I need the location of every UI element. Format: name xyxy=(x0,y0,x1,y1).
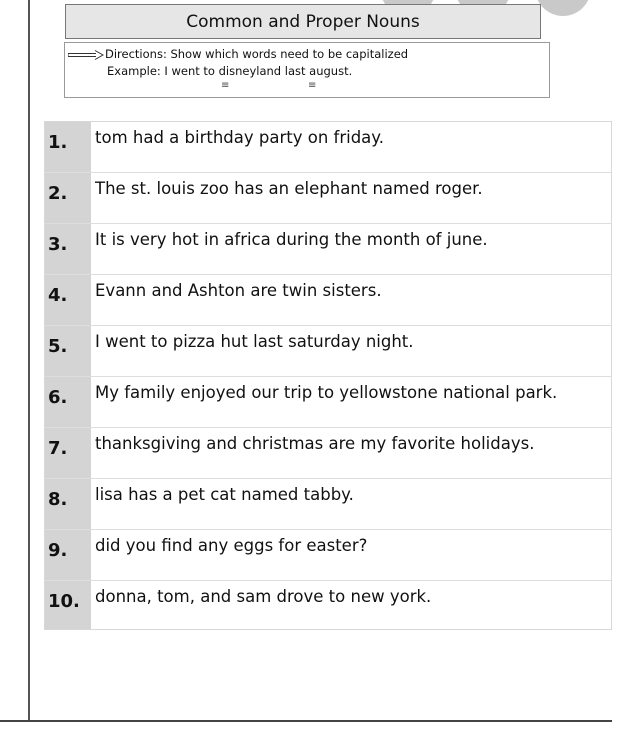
item-number: 10. xyxy=(48,591,80,612)
worksheet-title: Common and Proper Nouns xyxy=(65,4,541,39)
item-number: 9. xyxy=(48,540,68,561)
item-sentence: lisa has a pet cat named tabby. xyxy=(95,485,354,504)
item-number: 7. xyxy=(48,438,68,459)
item-number: 8. xyxy=(48,489,68,510)
sentence-row xyxy=(45,530,611,581)
left-margin-rule xyxy=(28,0,30,722)
sentence-row xyxy=(45,224,611,275)
directions-text: Directions: Show which words need to be capitalized xyxy=(105,47,409,61)
sentence-row xyxy=(45,275,611,326)
sentence-table xyxy=(44,121,612,630)
sentence-row xyxy=(45,326,611,377)
sentence-row xyxy=(45,122,611,173)
example-word-august: august xyxy=(309,64,349,78)
item-sentence: It is very hot in africa during the month of june. xyxy=(95,230,488,249)
sentence-row xyxy=(45,581,611,632)
item-number: 2. xyxy=(48,183,68,204)
item-sentence: The st. louis zoo has an elephant named roger. xyxy=(95,179,483,198)
item-number: 3. xyxy=(48,234,68,255)
corner-circle-decoration xyxy=(535,0,591,16)
arrow-right-icon xyxy=(68,50,104,60)
example-word-disneyland: disneyland xyxy=(218,64,282,78)
item-number: 6. xyxy=(48,387,68,408)
item-sentence: donna, tom, and sam drove to new york. xyxy=(95,587,432,606)
example-text xyxy=(107,64,352,78)
item-number: 5. xyxy=(48,336,68,357)
capital-mark: ≡ xyxy=(308,80,317,91)
item-sentence: did you find any eggs for easter? xyxy=(95,536,368,555)
example-prefix: Example: I went to xyxy=(107,64,219,78)
directions-box xyxy=(64,42,550,98)
sentence-row xyxy=(45,479,611,530)
item-sentence: tom had a birthday party on friday. xyxy=(95,128,384,147)
sentence-row xyxy=(45,173,611,224)
bottom-rule xyxy=(0,720,612,722)
item-sentence: thanksgiving and christmas are my favorite holidays. xyxy=(95,434,535,453)
sentence-row xyxy=(45,428,611,479)
item-sentence: Evann and Ashton are twin sisters. xyxy=(95,281,382,300)
example-middle: last xyxy=(281,64,310,78)
item-sentence: I went to pizza hut last saturday night. xyxy=(95,332,414,351)
example-suffix: . xyxy=(348,64,353,78)
item-sentence: My family enjoyed our trip to yellowstone national park. xyxy=(95,383,558,402)
capital-mark: ≡ xyxy=(221,80,230,91)
item-number: 4. xyxy=(48,285,68,306)
item-number: 1. xyxy=(48,132,68,153)
sentence-row xyxy=(45,377,611,428)
